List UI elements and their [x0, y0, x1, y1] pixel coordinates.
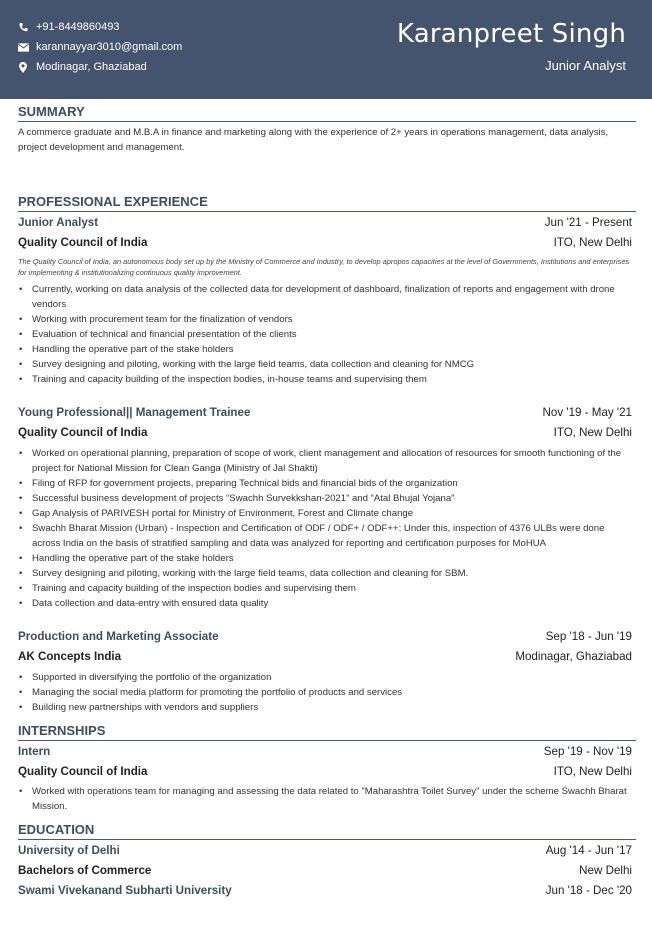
list-item: • Handling the operative part of the stake holders	[18, 551, 630, 566]
contact-info	[16, 17, 182, 77]
list-item: • Evaluation of technical and financial presentation of the clients	[18, 327, 630, 342]
list-item: • Supported in diversifying the portfolio of the organization	[18, 670, 630, 685]
internship-bullets	[18, 784, 630, 814]
education-2-header	[18, 884, 632, 897]
list-item: • Worked on operational planning, preparation of scope of work, client management and allocation of resources for smooth functioning of the project for National Mission for Clean Ganga (Ministry of Jal Shakti)	[18, 446, 630, 476]
contact-phone-text: +91-8449860493	[36, 21, 120, 33]
list-item: • Data collection and data-entry with ensured data quality	[18, 596, 630, 611]
job-org: AK Concepts India	[18, 650, 122, 663]
contact-email	[16, 37, 182, 57]
contact-location-text: Modinagar, Ghaziabad	[36, 61, 147, 73]
job-3-org-line	[18, 650, 632, 663]
contact-email-text[interactable]: karannayyar3010@gmail.com	[36, 41, 183, 53]
contact-location	[16, 57, 182, 77]
job-1-bullets	[18, 282, 630, 387]
education-date: Jun '18 - Dec '20	[545, 884, 632, 897]
internship-header	[18, 745, 632, 758]
internship-org: Quality Council of India	[18, 765, 148, 778]
list-item: • Managing the social media platform for promoting the portfolio of products and services	[18, 685, 630, 700]
internship-date: Sep '19 - Nov '19	[543, 745, 632, 758]
list-item: • Survey designing and piloting, working with the large field teams, data collection and cleaning for SBM.	[18, 566, 630, 581]
job-date: Jun '21 - Present	[544, 216, 632, 229]
education-heading: EDUCATION	[18, 822, 636, 840]
map-pin-icon	[16, 60, 30, 74]
education-school: Swami Vivekanand Subharti University	[18, 884, 232, 897]
education-school: University of Delhi	[18, 844, 120, 857]
internships-heading: INTERNSHIPS	[18, 723, 636, 741]
job-role: Junior Analyst	[18, 216, 99, 229]
job-location: ITO, New Delhi	[553, 426, 632, 439]
job-role: Production and Marketing Associate	[18, 630, 219, 643]
list-item: • Handling the operative part of the stake holders	[18, 342, 630, 357]
phone-icon	[16, 20, 30, 34]
job-date: Nov '19 - May '21	[542, 406, 632, 419]
education-1-degree-line	[18, 864, 632, 877]
list-item: • Successful business development of projects “Swachh Survekkshan-2021” and “Atal Bhujal Yojana”	[18, 491, 630, 506]
job-3-header	[18, 630, 632, 643]
internship-location: ITO, New Delhi	[553, 765, 632, 778]
list-item: • Building new partnerships with vendors and suppliers	[18, 700, 630, 715]
job-2-org-line	[18, 426, 632, 439]
list-item: • Gap Analysis of PARIVESH portal for Ministry of Environment, Forest and Climate change	[18, 506, 630, 521]
list-item: • Filing of RFP for government projects, preparing Technical bids and financial bids of the organization	[18, 476, 630, 491]
job-date: Sep '18 - Jun '19	[545, 630, 632, 643]
internship-org-line	[18, 765, 632, 778]
summary-text: A commerce graduate and M.B.A in finance and marketing along with the experience of 2+ years in operations management, data analysis, project development and management.	[18, 127, 609, 153]
education-degree: Bachelors of Commerce	[18, 864, 152, 877]
envelope-icon	[16, 40, 30, 54]
job-description: The Quality Council of India, an autonomous body set up by the Ministry of Commerce and Industry, to develop apropos capacities at the level of Governments, Institutions and enterprises for implementing & institutionalizing continuous quality improvement.	[18, 257, 630, 277]
header-banner	[0, 0, 652, 99]
job-location: Modinagar, Ghaziabad	[515, 650, 632, 663]
job-3-bullets	[18, 670, 630, 715]
list-item: • Survey designing and piloting, working with the large field teams, data collection and cleaning for NMCG	[18, 357, 630, 372]
list-item: • Training and capacity building of the inspection bodies, in-house teams and supervising them	[18, 372, 630, 387]
experience-heading: PROFESSIONAL EXPERIENCE	[18, 194, 636, 212]
list-item: • Swachh Bharat Mission (Urban) - Inspection and Certification of ODF / ODF+ / ODF++: Under this, inspection of 4376 ULBs were done across India on the basis of stratified sampling and data was analyzed for reporting and certification purposes for MoHUA	[18, 521, 630, 551]
candidate-title: Junior Analyst	[545, 58, 626, 73]
internship-role: Intern	[18, 745, 51, 758]
candidate-name: Karanpreet Singh	[396, 19, 626, 49]
contact-phone	[16, 17, 182, 37]
education-date: Aug '14 - Jun '17	[545, 844, 632, 857]
job-role: Young Professional|| Management Trainee	[18, 406, 251, 419]
job-2-header	[18, 406, 632, 419]
list-item: • Currently, working on data analysis of the collected data for development of dashboard, finalization of reports and engagement with drone vendors	[18, 282, 630, 312]
job-location: ITO, New Delhi	[553, 236, 632, 249]
list-item: • Worked with operations team for managing and assessing the data related to "Maharashtra Toilet Survey" under the scheme Swachh Bharat Mission.	[18, 784, 630, 814]
job-2-bullets	[18, 446, 630, 611]
list-item: • Training and capacity building of the inspection bodies and supervising them	[18, 581, 630, 596]
job-org: Quality Council of India	[18, 426, 148, 439]
job-1-header	[18, 216, 632, 229]
summary-heading: SUMMARY	[18, 104, 636, 122]
education-1-header	[18, 844, 632, 857]
job-org: Quality Council of India	[18, 236, 148, 249]
list-item: • Working with procurement team for the finalization of vendors	[18, 312, 630, 327]
education-location: New Delhi	[579, 864, 632, 877]
job-1-org-line	[18, 236, 632, 249]
